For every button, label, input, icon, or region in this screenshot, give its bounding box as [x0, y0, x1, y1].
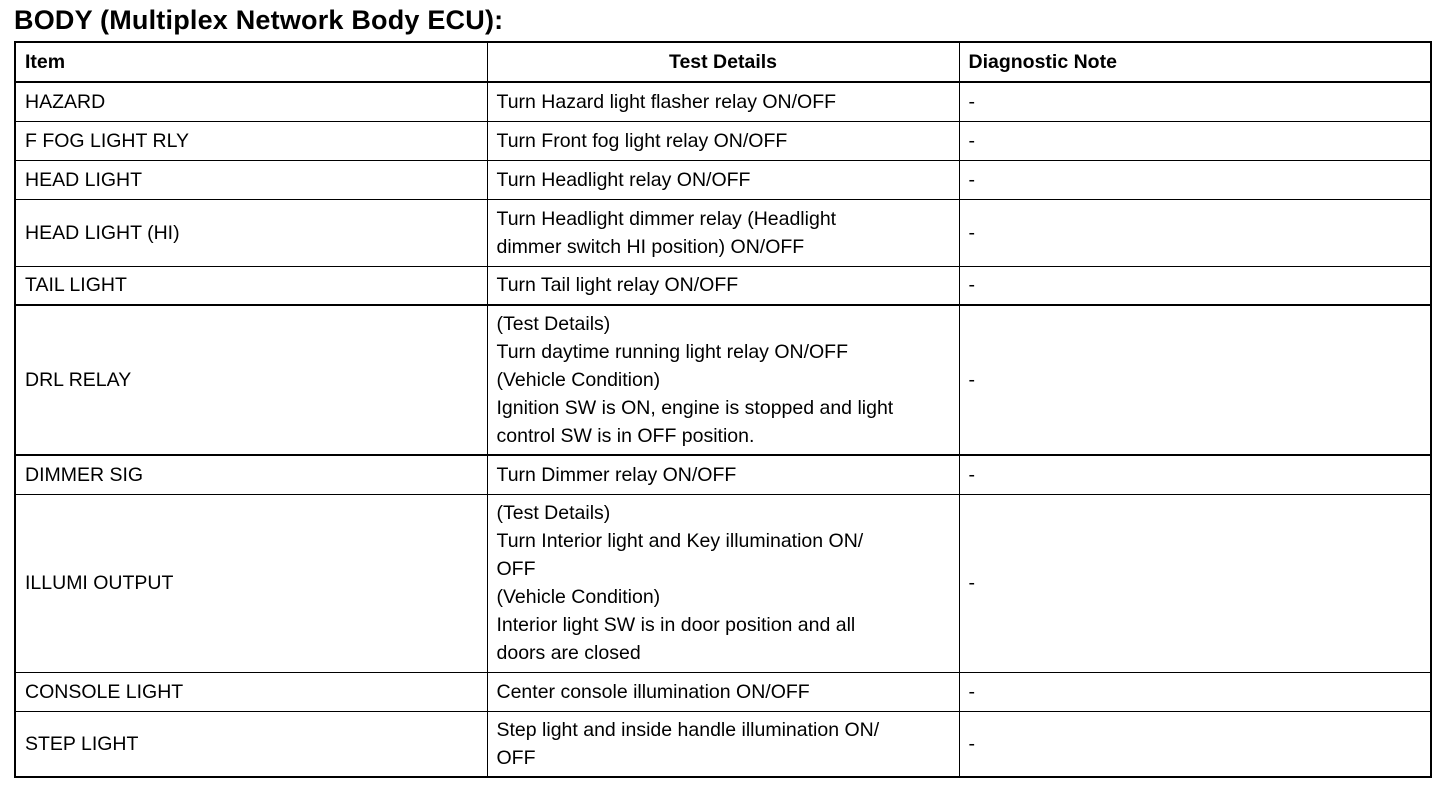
diagnostic-note-cell: -	[959, 199, 1431, 266]
item-cell: TAIL LIGHT	[15, 266, 487, 305]
test-details-line: Interior light SW is in door position and all	[496, 614, 856, 636]
test-details-line: Turn Hazard light flasher relay ON/OFF	[496, 90, 837, 113]
table-row	[15, 199, 1431, 266]
test-details-line: dimmer switch HI position) ON/OFF	[496, 235, 805, 258]
test-details-line: (Vehicle Condition)	[496, 369, 661, 391]
diagnostic-note-cell: -	[959, 711, 1431, 777]
test-details-cell	[487, 305, 959, 455]
item-cell: CONSOLE LIGHT	[15, 672, 487, 711]
page-title: BODY (Multiplex Network Body ECU):	[14, 5, 504, 35]
test-details-line: Turn Headlight relay ON/OFF	[496, 168, 751, 191]
item-cell: HAZARD	[15, 82, 487, 121]
test-details-line: Ignition SW is ON, engine is stopped and light	[496, 397, 894, 419]
table-row	[15, 266, 1431, 305]
table-row	[15, 672, 1431, 711]
header-test-details: Test Details	[487, 42, 959, 82]
item-cell: F FOG LIGHT RLY	[15, 121, 487, 160]
diagnostic-note-cell: -	[959, 121, 1431, 160]
item-cell: ILLUMI OUTPUT	[15, 494, 487, 672]
header-item: Item	[15, 42, 487, 82]
item-cell: DIMMER SIG	[15, 455, 487, 494]
diagnostic-note-cell: -	[959, 160, 1431, 199]
test-details-line: OFF	[496, 746, 536, 769]
table-header-row	[15, 42, 1431, 82]
test-details-line: Turn Front fog light relay ON/OFF	[496, 129, 788, 152]
test-details-cell	[487, 455, 959, 494]
test-details-cell	[487, 199, 959, 266]
test-details-line: (Test Details)	[496, 313, 611, 335]
test-details-line: OFF	[496, 558, 536, 580]
diagnostic-note-cell: -	[959, 305, 1431, 455]
table-row	[15, 455, 1431, 494]
diagnostic-note-cell: -	[959, 266, 1431, 305]
test-details-line: Turn daytime running light relay ON/OFF	[496, 341, 848, 363]
table-row	[15, 711, 1431, 777]
diagnostic-note-cell: -	[959, 82, 1431, 121]
diagnostic-note-cell: -	[959, 672, 1431, 711]
test-details-cell	[487, 121, 959, 160]
test-details-cell	[487, 266, 959, 305]
diagnostic-table	[14, 41, 1432, 778]
item-cell: HEAD LIGHT	[15, 160, 487, 199]
test-details-line: Turn Dimmer relay ON/OFF	[496, 463, 737, 486]
header-diagnostic-note: Diagnostic Note	[959, 42, 1431, 82]
table-row	[15, 121, 1431, 160]
test-details-line: control SW is in OFF position.	[496, 425, 755, 447]
test-details-line: Center console illumination ON/OFF	[496, 680, 810, 703]
test-details-line: Turn Interior light and Key illumination ON/	[496, 530, 864, 552]
test-details-line: Turn Tail light relay ON/OFF	[496, 274, 739, 297]
table-row	[15, 82, 1431, 121]
diagnostic-note-cell: -	[959, 455, 1431, 494]
test-details-cell	[487, 494, 959, 672]
table-row	[15, 160, 1431, 199]
test-details-line: doors are closed	[496, 642, 641, 664]
test-details-cell	[487, 711, 959, 777]
table-row	[15, 305, 1431, 455]
test-details-cell	[487, 82, 959, 121]
item-cell: DRL RELAY	[15, 305, 487, 455]
item-cell: STEP LIGHT	[15, 711, 487, 777]
test-details-cell	[487, 672, 959, 711]
table-row	[15, 494, 1431, 672]
test-details-line: Turn Headlight dimmer relay (Headlight	[496, 207, 837, 230]
diagnostic-note-cell: -	[959, 494, 1431, 672]
test-details-line: (Test Details)	[496, 502, 611, 524]
test-details-line: Step light and inside handle illumination ON/	[496, 718, 880, 741]
item-cell: HEAD LIGHT (HI)	[15, 199, 487, 266]
test-details-line: (Vehicle Condition)	[496, 586, 661, 608]
test-details-cell	[487, 160, 959, 199]
